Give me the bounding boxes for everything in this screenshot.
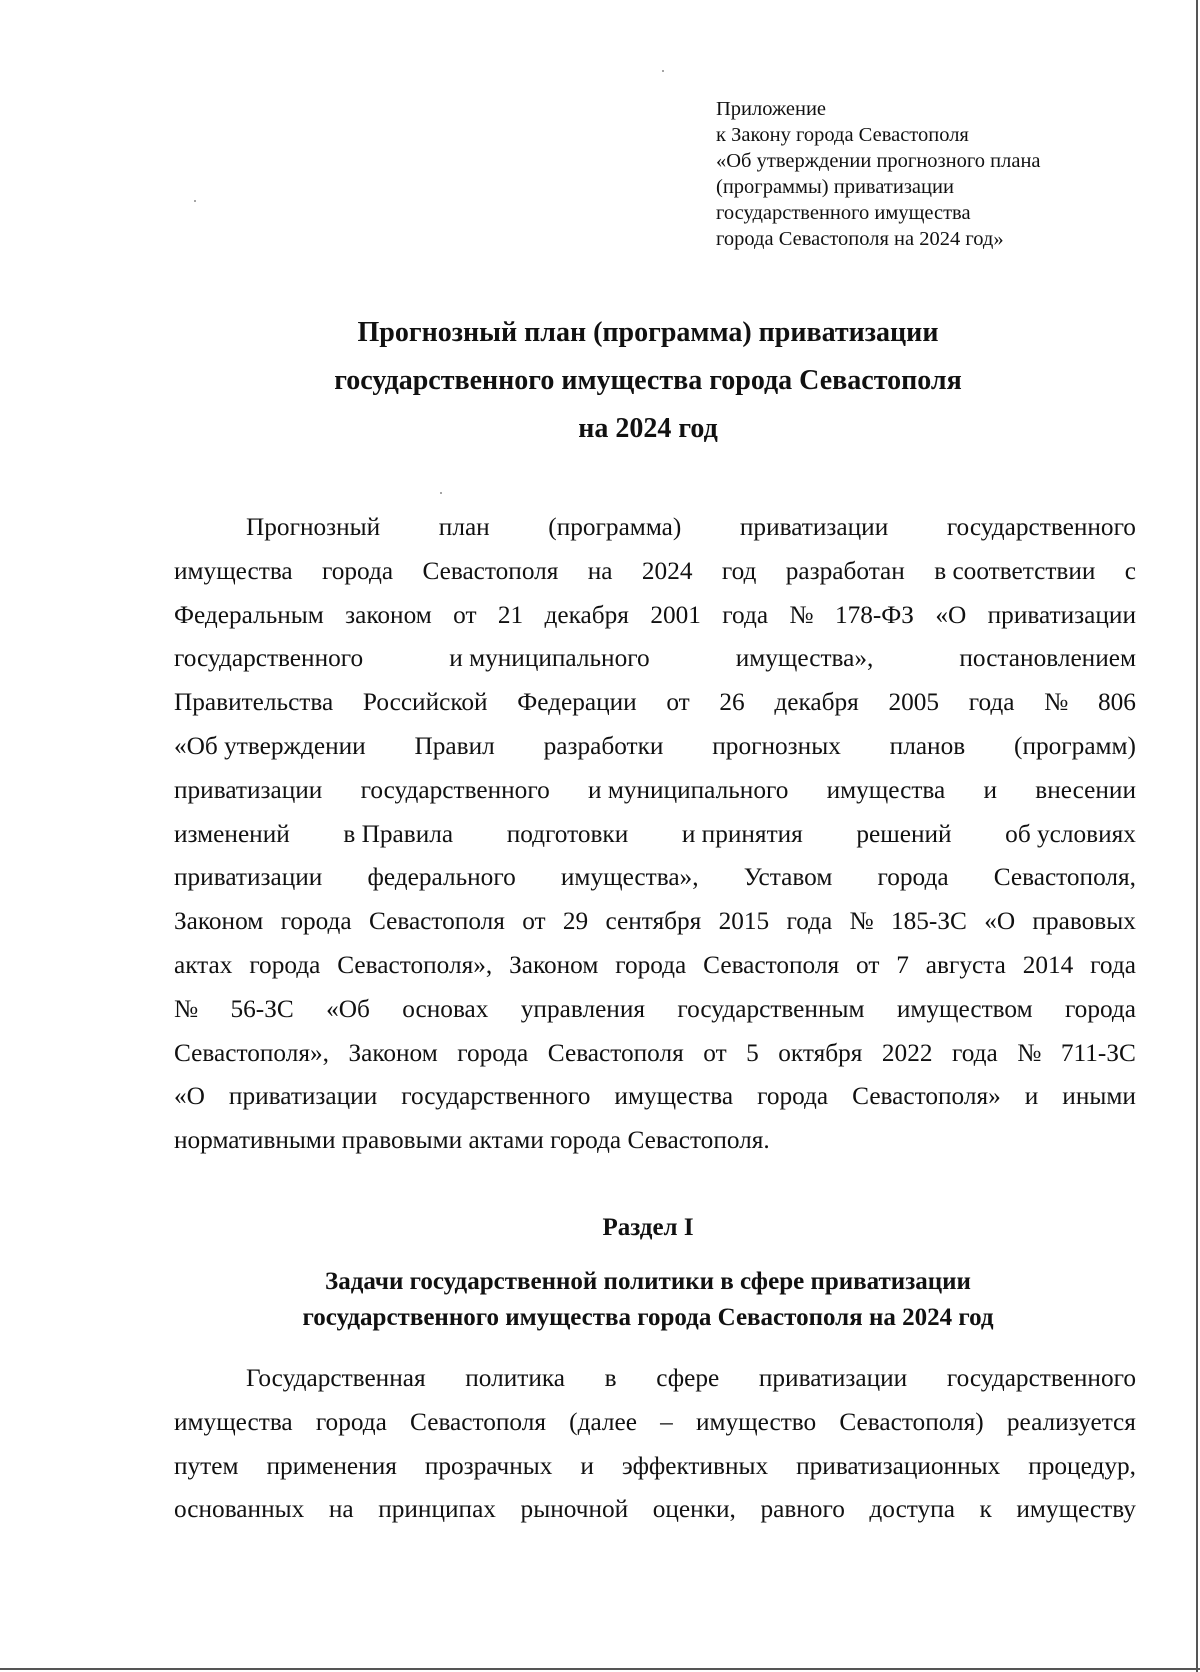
word: внесении (1035, 775, 1136, 804)
word: государственного (174, 644, 364, 673)
word: решений (856, 819, 952, 848)
word: планов (889, 731, 966, 760)
word: и (580, 1451, 594, 1480)
word: Севастополя (547, 1038, 684, 1067)
word: Севастополя», (337, 950, 493, 979)
word: приватизации (739, 513, 889, 541)
word: Законом (174, 907, 264, 936)
word: года (952, 1038, 998, 1067)
paragraph-line (174, 769, 1136, 813)
word: Прогнозный (246, 513, 381, 541)
word: 2015 (718, 907, 770, 936)
word: Законом (509, 950, 599, 979)
paragraph-line (174, 856, 1136, 900)
word: № (1017, 1038, 1042, 1067)
word: федерального (367, 863, 516, 892)
word: (далее (569, 1407, 637, 1436)
word: «Об утверждении (174, 731, 366, 760)
word: от (703, 1038, 727, 1067)
paragraph-line (174, 1119, 1136, 1163)
word: декабря (544, 600, 629, 629)
word: реализуется (1006, 1407, 1136, 1436)
word: к (979, 1495, 992, 1524)
word: Севастополя», (174, 1038, 329, 1067)
word: от (522, 907, 546, 936)
word: 5 (746, 1038, 759, 1067)
word: приватизации (174, 775, 323, 804)
word: нормативными правовыми актами города Севастополя. (174, 1126, 770, 1155)
word: 7 (896, 950, 909, 979)
word: на (587, 556, 613, 585)
paragraph-line (174, 900, 1136, 944)
word: августа (925, 950, 1006, 979)
word: в Правила (343, 819, 454, 848)
word: «Об (326, 994, 370, 1023)
word: 806 (1097, 688, 1136, 717)
word: подготовки (506, 819, 629, 848)
word: года (722, 600, 769, 629)
appendix-line: государственного имущества (716, 202, 971, 224)
word: приватизации (987, 600, 1136, 629)
word: № (849, 907, 874, 936)
word: города (322, 556, 394, 585)
word: от (666, 688, 690, 717)
word: Федеральным (174, 600, 324, 629)
word: Севастополя (422, 556, 559, 585)
word: от (453, 600, 477, 629)
word: Уставом (743, 863, 833, 892)
word: имущества», (735, 644, 874, 673)
word: постановлением (959, 644, 1136, 673)
word: года (786, 907, 833, 936)
word: законом (345, 600, 432, 629)
scan-edge-bottom (0, 1668, 1200, 1670)
paragraph-line (174, 594, 1136, 638)
word: города (457, 1038, 529, 1067)
word: Федерации (517, 688, 637, 717)
word: имущества (174, 1407, 293, 1436)
word: 2024 (641, 556, 693, 585)
word: имущества (174, 556, 293, 585)
scan-edge-right (1196, 0, 1198, 1672)
word: принципах (378, 1495, 496, 1524)
word: путем (174, 1451, 239, 1480)
word: Севастополя (368, 907, 505, 936)
word: применения (266, 1451, 397, 1480)
word: Севастополя) (839, 1407, 984, 1436)
word: 2014 (1022, 950, 1074, 979)
word: и (983, 775, 998, 804)
paragraph-line (174, 1032, 1136, 1076)
word: города (615, 950, 687, 979)
word: № (789, 600, 814, 629)
paragraph-line (174, 1357, 1136, 1401)
word: на (328, 1495, 354, 1524)
word: Российской (362, 688, 488, 717)
word: 26 (719, 688, 745, 717)
word: об условиях (1005, 819, 1136, 848)
word: Севастополя, (993, 863, 1136, 892)
title-line: на 2024 год (578, 413, 718, 444)
section1-paragraph (174, 1357, 1136, 1532)
word: политика (465, 1364, 565, 1392)
word: рыночной (520, 1495, 629, 1524)
document-title (160, 309, 1136, 453)
word: год (721, 556, 757, 585)
word: № (1044, 688, 1069, 717)
paragraph-line (174, 1488, 1136, 1532)
word: «О (935, 600, 967, 629)
word: имущества (826, 775, 946, 804)
word: города (249, 950, 321, 979)
word: 711-ЗС (1060, 1038, 1136, 1067)
word: имущества», (560, 863, 699, 892)
word: иными (1062, 1082, 1136, 1111)
paragraph-line (174, 550, 1136, 594)
title-line: государственного имущества города Севастополя (334, 365, 962, 396)
word: актах (174, 950, 233, 979)
word: Государственная (246, 1364, 426, 1392)
word: сентября (605, 907, 702, 936)
word: и муниципального (587, 775, 789, 804)
word: доступа (869, 1495, 955, 1524)
word: имущество (695, 1407, 817, 1436)
appendix-line: Приложение (716, 98, 827, 120)
paragraph-line (174, 988, 1136, 1032)
scan-speck (440, 492, 442, 494)
intro-paragraph (174, 506, 1136, 1163)
word: имуществом (896, 994, 1033, 1023)
word: государственного (401, 1082, 591, 1111)
word: приватизации (758, 1364, 908, 1392)
word: правовых (1032, 907, 1136, 936)
word: приватизации (228, 1082, 378, 1111)
appendix-line: города Севастополя на 2024 год» (716, 228, 1004, 250)
paragraph-line (174, 637, 1136, 681)
word: города (877, 863, 949, 892)
appendix-note (716, 96, 1156, 252)
paragraph-line (174, 813, 1136, 857)
word: государственного (360, 775, 550, 804)
word: 56-ЗС (230, 994, 294, 1023)
paragraph-line (174, 1401, 1136, 1445)
paragraph-line (174, 944, 1136, 988)
section-title-line: государственного имущества города Севастополя на 2024 год (302, 1304, 994, 1331)
word: декабря (774, 688, 859, 717)
word: Севастополя (703, 950, 840, 979)
word: «О (984, 907, 1016, 936)
word: прозрачных (424, 1451, 553, 1480)
word: 185-ЗС (890, 907, 967, 936)
word: 2005 (888, 688, 940, 717)
appendix-line: (программы) приватизации (716, 176, 954, 198)
word: прогнозных (712, 731, 841, 760)
word: процедур, (1028, 1451, 1136, 1480)
word: основах (402, 994, 489, 1023)
word: план (438, 513, 490, 541)
paragraph-line (174, 681, 1136, 725)
word: и принятия (681, 819, 803, 848)
word: равного (760, 1495, 845, 1524)
word: Севастополя (410, 1407, 546, 1436)
word: города (315, 1407, 387, 1436)
word: эффективных (621, 1451, 769, 1480)
word: 2022 (881, 1038, 933, 1067)
word: разработан (785, 556, 905, 585)
section-title-line: Задачи государственной политики в сфере приватизации (325, 1268, 971, 1295)
word: 178-ФЗ (834, 600, 914, 629)
word: основанных (174, 1495, 305, 1524)
word: «О (174, 1082, 205, 1111)
word: от (856, 950, 880, 979)
word: 29 (562, 907, 589, 936)
word: № (174, 994, 199, 1023)
word: приватизации (174, 863, 323, 892)
word: изменений (174, 819, 290, 848)
word: управления (520, 994, 646, 1023)
paragraph-line (174, 506, 1136, 550)
word: города (280, 907, 352, 936)
word: оценки, (652, 1495, 736, 1524)
word: Правительства (174, 688, 334, 717)
appendix-line: к Закону города Севастополя (716, 124, 969, 146)
word: с (1124, 556, 1136, 585)
title-line: Прогнозный план (программа) приватизации (357, 317, 939, 348)
word: – (660, 1407, 673, 1436)
word: приватизационных (796, 1451, 1001, 1480)
word: в соответствии (934, 556, 1096, 585)
word: имущества (614, 1082, 734, 1111)
word: октября (778, 1038, 863, 1067)
paragraph-line (174, 1075, 1136, 1119)
word: (программа) (548, 513, 682, 541)
word: 2001 (650, 600, 701, 629)
word: года (1090, 950, 1136, 979)
word: государственным (677, 994, 865, 1023)
word: государственного (946, 513, 1136, 541)
section-heading (160, 1210, 1136, 1336)
word: и муниципального (449, 644, 650, 673)
scan-speck (194, 200, 196, 202)
word: и (1024, 1082, 1039, 1111)
word: в (604, 1364, 617, 1392)
paragraph-line (174, 1445, 1136, 1489)
paragraph-line (174, 725, 1136, 769)
scan-speck (662, 70, 664, 72)
word: года (968, 688, 1015, 717)
section-label: Раздел I (602, 1214, 694, 1241)
word: разработки (543, 731, 664, 760)
word: 21 (497, 600, 524, 629)
word: имуществу (1016, 1495, 1136, 1524)
word: города (757, 1082, 829, 1111)
word: Правил (414, 731, 495, 760)
word: государственного (946, 1364, 1136, 1392)
word: сфере (656, 1364, 720, 1392)
word: города (1064, 994, 1136, 1023)
word: Севастополя» (852, 1082, 1001, 1111)
appendix-line: «Об утверждении прогнозного плана (716, 150, 1041, 172)
word: Законом (348, 1038, 438, 1067)
word: (программ) (1014, 731, 1136, 760)
